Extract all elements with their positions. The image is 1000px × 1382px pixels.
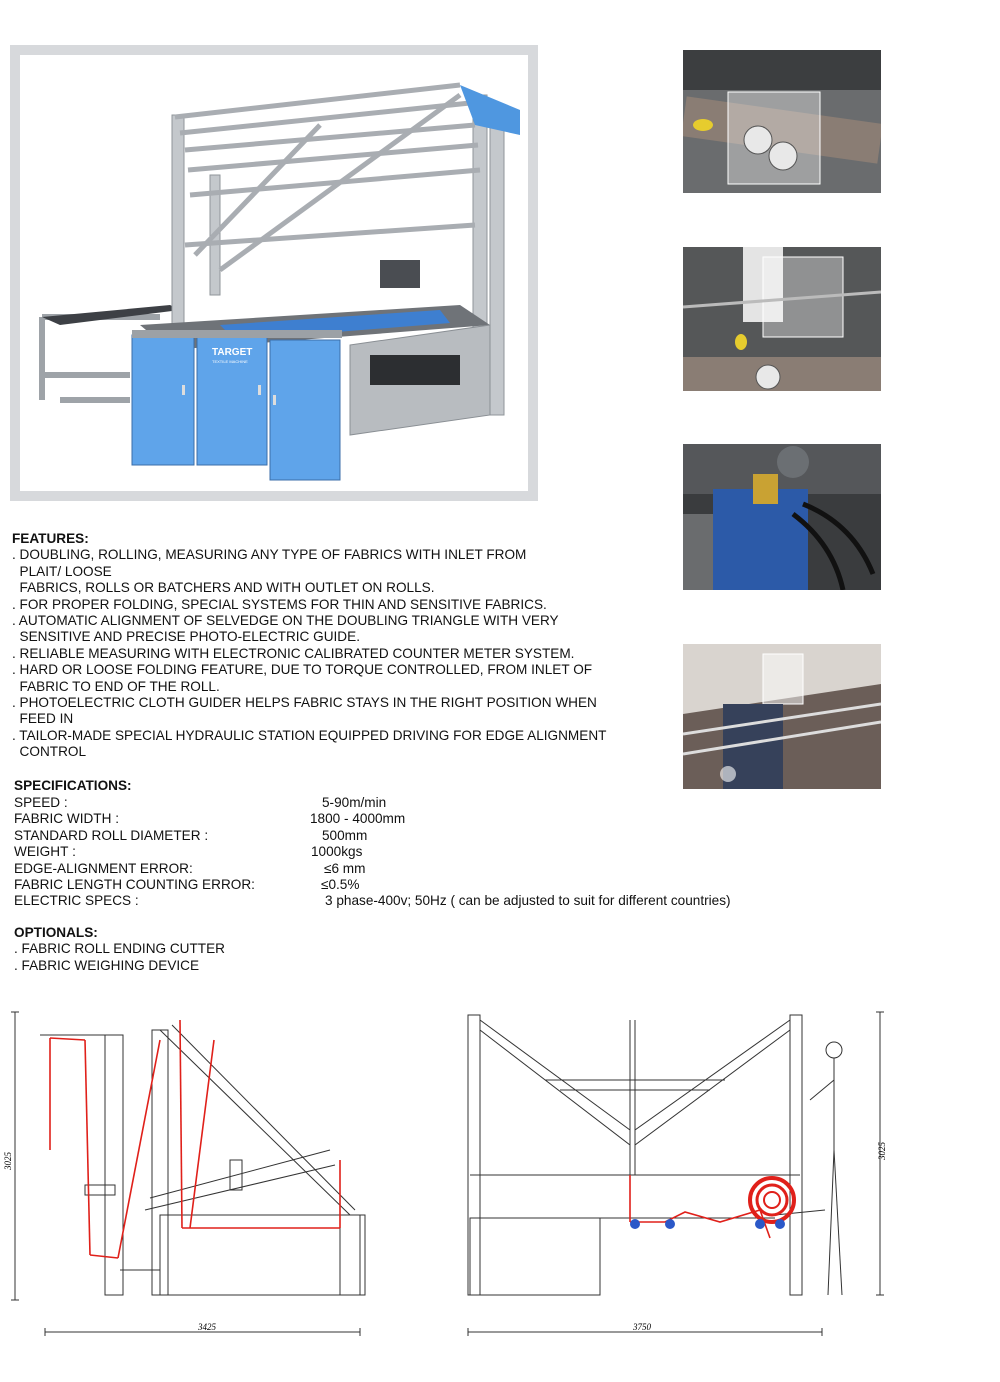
detail-photo-guide-rollers (683, 50, 881, 193)
spec-label: ELECTRIC SPECS : (14, 893, 139, 909)
detail-photo-cloth-guider (683, 644, 881, 789)
spec-value: 1000kgs (311, 844, 363, 860)
folding-machine-illustration (20, 55, 528, 491)
spec-label: STANDARD ROLL DIAMETER : (14, 827, 209, 843)
spec-row (14, 844, 363, 860)
front-view-drawing (430, 1000, 900, 1350)
brand-logo: TARGET (212, 347, 253, 358)
optionals-list (14, 941, 225, 974)
optionals-title: OPTIONALS: (14, 925, 98, 940)
feature-line: . RELIABLE MEASURING WITH ELECTRONIC CALIBRATED COUNTER METER SYSTEM. (12, 645, 575, 661)
spec-value: 500mm (322, 827, 368, 843)
detail-photo-selvedge-guide (683, 247, 881, 391)
front-height-dimension: 3025 (877, 1142, 887, 1160)
features-title: FEATURES: (12, 531, 89, 546)
feature-line: . AUTOMATIC ALIGNMENT OF SELVEDGE ON THE DOUBLING TRIANGLE WITH VERY (12, 613, 559, 629)
machine-photo (20, 55, 528, 491)
optional-item: . FABRIC ROLL ENDING CUTTER (14, 941, 225, 957)
spec-value: 1800 - 4000mm (310, 811, 406, 827)
spec-row (14, 893, 731, 909)
spec-row (14, 860, 366, 877)
feature-line: FABRICS, ROLLS OR BATCHERS AND WITH OUTLET ON ROLLS. (12, 580, 435, 596)
spec-value: 5-90m/min (322, 795, 387, 810)
spec-row (14, 827, 368, 844)
feature-line: . FOR PROPER FOLDING, SPECIAL SYSTEMS FOR THIN AND SENSITIVE FABRICS. (12, 596, 547, 612)
machine-photo-frame (10, 45, 538, 501)
features-list (12, 547, 606, 760)
feature-line: PLAIT/ LOOSE (12, 563, 112, 579)
side-width-dimension: 3425 (198, 1322, 216, 1332)
spec-value: 3 phase-400v; 50Hz ( can be adjusted to suit for different countries) (325, 893, 731, 909)
feature-line: SENSITIVE AND PRECISE PHOTO-ELECTRIC GUIDE. (12, 629, 360, 645)
specifications-title: SPECIFICATIONS: (14, 778, 132, 793)
side-view-drawing (0, 1000, 430, 1350)
feature-line: . DOUBLING, ROLLING, MEASURING ANY TYPE OF FABRICS WITH INLET FROM (12, 547, 527, 563)
spec-label: FABRIC WIDTH : (14, 811, 119, 827)
brand-subtitle: TEXTILE MACHINE (212, 359, 248, 364)
feature-line: . PHOTOELECTRIC CLOTH GUIDER HELPS FABRIC STAYS IN THE RIGHT POSITION WHEN (12, 695, 597, 711)
spec-label: FABRIC LENGTH COUNTING ERROR: (14, 877, 255, 892)
optionals-section (14, 925, 225, 974)
spec-row (14, 795, 387, 811)
side-height-dimension: 3025 (3, 1152, 13, 1170)
spec-label: SPEED : (14, 795, 68, 810)
spec-row (14, 811, 406, 827)
spec-row (14, 877, 360, 893)
feature-line: CONTROL (12, 744, 87, 760)
feature-line: . TAILOR-MADE SPECIAL HYDRAULIC STATION EQUIPPED DRIVING FOR EDGE ALIGNMENT (12, 727, 607, 743)
features-section (12, 531, 606, 761)
feature-line: FABRIC TO END OF THE ROLL. (12, 678, 220, 694)
spec-value: ≤6 mm (324, 860, 366, 876)
feature-line: . HARD OR LOOSE FOLDING FEATURE, DUE TO TORQUE CONTROLLED, FROM INLET OF (12, 662, 593, 678)
feature-line: FEED IN (12, 711, 74, 727)
spec-label: EDGE-ALIGNMENT ERROR: (14, 860, 193, 876)
optional-item: . FABRIC WEIGHING DEVICE (14, 957, 200, 973)
spec-label: WEIGHT : (14, 844, 76, 860)
spec-value: ≤0.5% (321, 877, 360, 892)
detail-photo-hydraulic-station (683, 444, 881, 590)
front-width-dimension: 3750 (633, 1322, 651, 1332)
